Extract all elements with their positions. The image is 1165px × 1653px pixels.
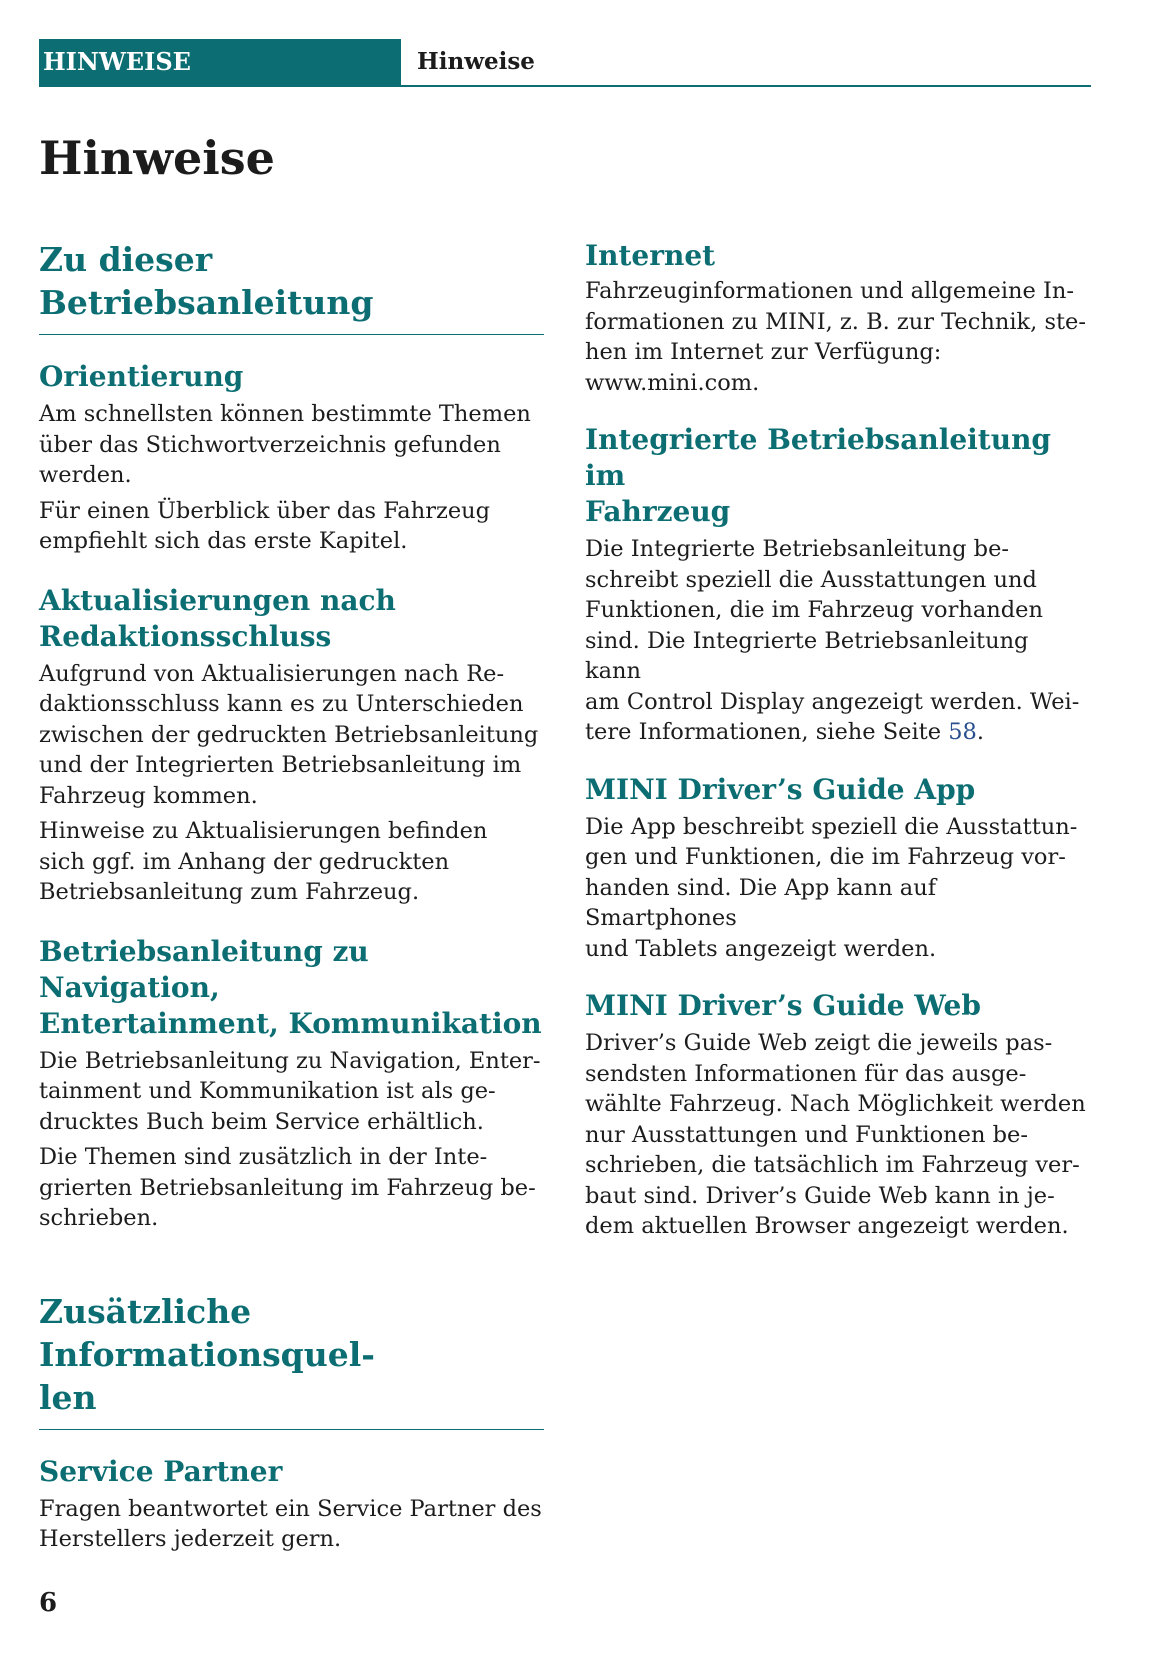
page-number: 6 bbox=[39, 1588, 58, 1618]
paragraph-navigation-1: Die Betriebsanleitung zu Navigation, Enter- tainment und Kommunikation ist als ge- drucktes Buch beim Service erhältlich. bbox=[39, 1047, 541, 1135]
paragraph-orientierung-2: Für einen Überblick über das Fahrzeug empfiehlt sich das erste Kapitel. bbox=[39, 497, 491, 554]
paragraph-orientierung-1: Am schnellsten können bestimmte Themen über das Stichwortverzeichnis gefunden werden. bbox=[39, 401, 531, 488]
section-informationsquellen bbox=[39, 1290, 544, 1555]
paragraph-aktualisierungen-2: Hinweise zu Aktualisierungen befinden sich ggf. im Anhang der gedruckten Betriebsanleitung zum Fahrzeug. bbox=[39, 818, 488, 905]
subheading-navigation: Betriebsanleitung zu Navigation, Entertainment, Kommunikation bbox=[39, 934, 542, 1040]
subheading-internet: Internet bbox=[585, 239, 716, 272]
left-column bbox=[39, 238, 544, 1555]
subheading-aktualisierungen: Aktualisierungen nach Redaktionsschluss bbox=[39, 583, 396, 653]
section-heading-betriebsanleitung: Zu dieser Betriebsanleitung bbox=[39, 238, 544, 335]
paragraph-integrierte: Die Integrierte Betriebsanleitung be- schreibt speziell die Ausstattungen und Funktionen, die im Fahrzeug vorhanden sind. Die Integrierte Betriebsanleitung kann am Control Display angezeigt werden. Wei- tere Informationen, siehe Seite 58. bbox=[585, 536, 1080, 745]
subheading-web: MINI Driver’s Guide Web bbox=[585, 989, 981, 1022]
paragraph-web: Driver’s Guide Web zeigt die jeweils pas- sendsten Informationen für das ausge- wählte Fahrzeug. Nach Möglichkeit werden nur Ausstattungen und Funktionen be- schrieben, die tatsächlich im Fahrzeug ver- baut sind. Driver’s Guide Web kann in je- dem aktuellen Browser angezeigt werden. bbox=[585, 1030, 1086, 1239]
paragraph-service-partner: Fragen beantwortet ein Service Partner des Herstellers jederzeit gern. bbox=[39, 1495, 542, 1552]
paragraph-aktualisierungen-1: Aufgrund von Aktualisierungen nach Re- daktionsschluss kann es zu Unterschieden zwischen der gedruckten Betriebsanleitung und der Integrierten Betriebsanleitung im Fahrzeug kommen. bbox=[39, 660, 539, 809]
section-betriebsanleitung bbox=[39, 238, 544, 1234]
section-heading-informationsquellen: Zusätzliche Informationsquel- len bbox=[39, 1290, 544, 1430]
running-header-title: Hinweise bbox=[417, 48, 535, 75]
right-column bbox=[585, 238, 1090, 1242]
running-header bbox=[39, 39, 1091, 87]
subheading-app: MINI Driver’s Guide App bbox=[585, 772, 976, 806]
subheading-service-partner: Service Partner bbox=[39, 1454, 283, 1488]
paragraph-navigation-2: Die Themen sind zusätzlich in der Inte- grierten Betriebsanleitung im Fahrzeug be- schrieben. bbox=[39, 1144, 536, 1231]
paragraph-internet: Fahrzeuginformationen und allgemeine In- formationen zu MINI, z. B. zur Technik, ste- hen im Internet zur Verfügung: www.mini.com. bbox=[585, 278, 1086, 396]
paragraph-app: Die App beschreibt speziell die Ausstattun- gen und Funktionen, die im Fahrzeug vor- handen sind. Die App kann auf Smartphones und Tablets angezeigt werden. bbox=[585, 813, 1078, 962]
page-reference-link[interactable]: 58 bbox=[948, 719, 977, 745]
page-title: Hinweise bbox=[39, 131, 275, 185]
chapter-tag: HINWEISE bbox=[39, 39, 401, 85]
subheading-integrierte: Integrierte Betriebsanleitung im Fahrzeug bbox=[585, 423, 1052, 528]
subheading-orientierung: Orientierung bbox=[39, 360, 244, 393]
